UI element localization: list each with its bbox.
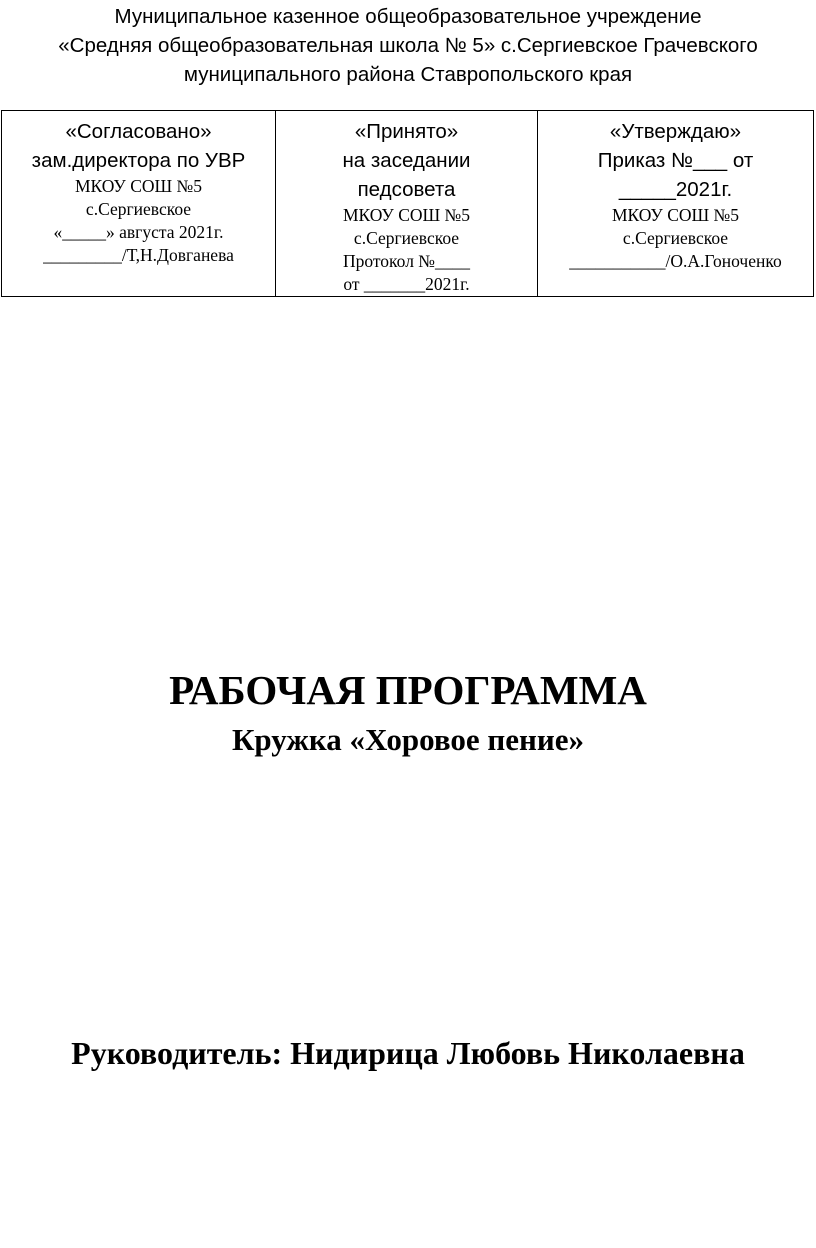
accepted-cell [276,111,538,297]
agreed-school: МКОУ СОШ №5 [74,176,202,196]
agreed-village: с.Сергиевское [85,199,192,219]
accepted-date: от _______2021г. [343,274,470,294]
approval-table [1,110,814,297]
institution-header [0,2,816,89]
approved-signature: ___________/О.А.Гоноченко [569,251,782,271]
approved-order: Приказ №___ от [597,149,754,172]
document-title: РАБОЧАЯ ПРОГРАММА [169,667,647,713]
institution-line-1: Муниципальное казенное общеобразовательное учреждение [114,5,702,28]
accepted-title: «Принято» [354,120,459,143]
institution-line-2: «Средняя общеобразовательная школа № 5» с.Сергиевское Грачевского [58,34,758,57]
approved-cell [538,111,814,297]
accepted-school: МКОУ СОШ №5 [342,205,470,225]
accepted-line-2: педсовета [357,178,456,201]
agreed-cell [2,111,276,297]
approved-school: МКОУ СОШ №5 [611,205,739,225]
agreed-position: зам.директора по УВР [31,149,246,172]
leader-line: Руководитель: Нидирица Любовь Николаевна [71,1035,745,1071]
accepted-protocol: Протокол №____ [342,251,470,271]
approved-title: «Утверждаю» [609,120,742,143]
accepted-line-1: на заседании [342,149,471,172]
agreed-title: «Согласовано» [65,120,212,143]
agreed-date: «_____» августа 2021г. [53,222,224,242]
approved-village: с.Сергиевское [622,228,729,248]
institution-line-3: муниципального района Ставропольского края [183,63,633,86]
document-subtitle: Кружка «Хоровое пение» [231,722,585,757]
approved-date: _____2021г. [618,178,733,201]
agreed-signature: _________/Т,Н.Довганева [43,245,234,265]
accepted-village: с.Сергиевское [353,228,460,248]
